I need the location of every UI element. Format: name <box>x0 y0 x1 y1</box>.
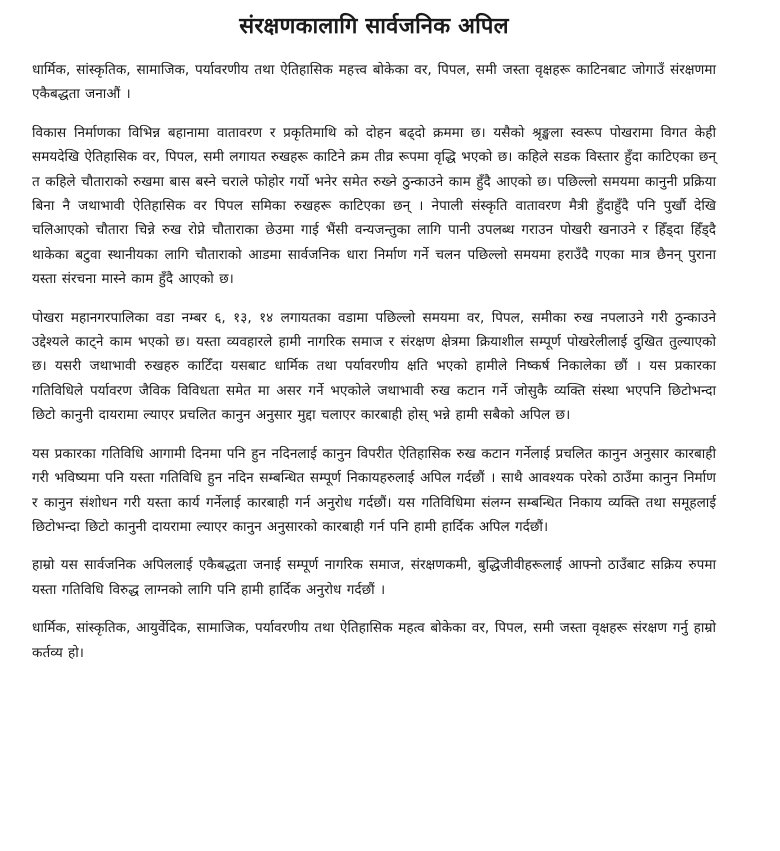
paragraph-conclusion: धार्मिक, सांस्कृतिक, आयुर्वेदिक, सामाजिक, पर्यावरणीय तथा ऐतिहासिक महत्व बोकेका वर, पिपल, समी जस्ता वृक्षहरू संरक्षण गर्नु हाम्रो कर्तव्य हो। <box>32 620 716 661</box>
paragraph-solidarity: हाम्रो यस सार्वजनिक अपिललाई एकैबद्धता जनाई सम्पूर्ण नागरिक समाज, संरक्षणकमी, बुद्धिजीवीहरूलाई आफ्नो ठाउँबाट सक्रिय रुपमा यस्ता गतिविधि विरुद्ध लाग्नको लागि पनि हामी हार्दिक अनुरोध गर्दछौं । <box>32 557 716 598</box>
paragraph-background: विकास निर्माणका विभिन्न बहानामा वातावरण र प्रकृतिमाथि को दोहन बढ्दो क्रममा छ। यसैको श्रृङ्खला स्वरूप पोखरामा विगत केही समयदेखि ऐतिहासिक वर, पिपल, समी लगायत रुखहरू काटिने क्रम तीव्र रूपमा वृद्धि भएको छ। कहिले सडक विस्तार हुँदा काटिएका छन् त कहिले चौताराको रुखमा बास बस्ने चराले फोहोर गर्यो भनेर समेत रुख्ने ठुन्काउने काम हुँदै आएको छ। पछिल्लो समयमा कानुनी प्रक्रिया बिना नै जथाभावी ऐतिहासिक वर पिपल समिका रुखहरू काटिएका छन् । नेपाली संस्कृति वातावरण मैत्री हुँदाहुँदै पनि पुर्खौ देखि चलिआएको चौतारा चिन्ने रुख रोप्ने चौताराका छेउमा गाई भैंसी वन्यजन्तुका लागि पानी उपलब्ध गराउन पोखरी खनाउने र हिँड्दा हिँड्दै थाकेका बटुवा स्थानीयका लागि चौताराको आडमा सार्वजनिक धारा निर्माण गर्ने चलन पछिल्लो समयमा हराउँदै गएका मात्र छैनन् पुराना यस्ता संरचना मास्ने काम हुँदै आएको छ। <box>32 124 716 288</box>
document-title: संरक्षणकालागि सार्वजनिक अपिल <box>239 14 509 39</box>
paragraph-intro: धार्मिक, सांस्कृतिक, सामाजिक, पर्यावरणीय तथा ऐतिहासिक महत्त्व बोकेका वर, पिपल, समी जस्ता वृक्षहरू काटिनबाट जोगाउँ संरक्षणमा एकैबद्धता जनाऔं । <box>32 62 716 103</box>
paragraph-pokhara-wards: पोखरा महानगरपालिका वडा नम्बर ६, १३, १४ लगायतका वडामा पछिल्लो समयमा वर, पिपल, समीका रुख नपलाउने गरी ठुन्काउने उद्देश्यले काट्ने काम भएको छ। यस्ता व्यवहारले हामी नागरिक समाज र संरक्षण क्षेत्रमा क्रियाशील सम्पूर्ण पोखरेलीलाई दुखित तुल्याएको छ। यसरी जथाभावी रुखहरु काटिँदा यसबाट धार्मिक तथा पर्यावरणीय क्षति भएको हामीले निष्कर्ष निकालेका छौं । यस प्रकारका गतिविधिले पर्यावरण जैविक विविधता समेत मा असर गर्ने भएकोले जथाभावी रुख कटान गर्ने जोसुकै व्यक्ति संस्था भएपनि छिटोभन्दा छिटो कानुनी दायरामा ल्याएर प्रचलित कानुन अनुसार मुद्दा चलाएर कारबाही होस् भन्ने हामी सबैको अपिल छ। <box>32 309 716 424</box>
paragraph-legal-action: यस प्रकारका गतिविधि आगामी दिनमा पनि हुन नदिनलाई कानुन विपरीत ऐतिहासिक रुख कटान गर्नेलाई प्रचलित कानुन अनुसार कारबाही गरी भविष्यमा पनि यस्ता गतिविधि हुन नदिन सम्बन्धित सम्पूर्ण निकायहरुलाई अपिल गर्दछौं । साथै आवश्यक परेको ठाउँमा कानुन निर्माण र कानुन संशोधन गरी यस्ता कार्य गर्नेलाई कारबाही गर्न अनुरोध गर्दछौं। यस गतिविधिमा संलग्न सम्बन्धित निकाय व्यक्ति तथा समूहलाई छिटोभन्दा छिटो कानुनी दायरामा ल्याएर कानुन अनुसारको कारबाही गर्न पनि हामी हार्दिक अपिल गर्दछौं। <box>32 445 716 535</box>
